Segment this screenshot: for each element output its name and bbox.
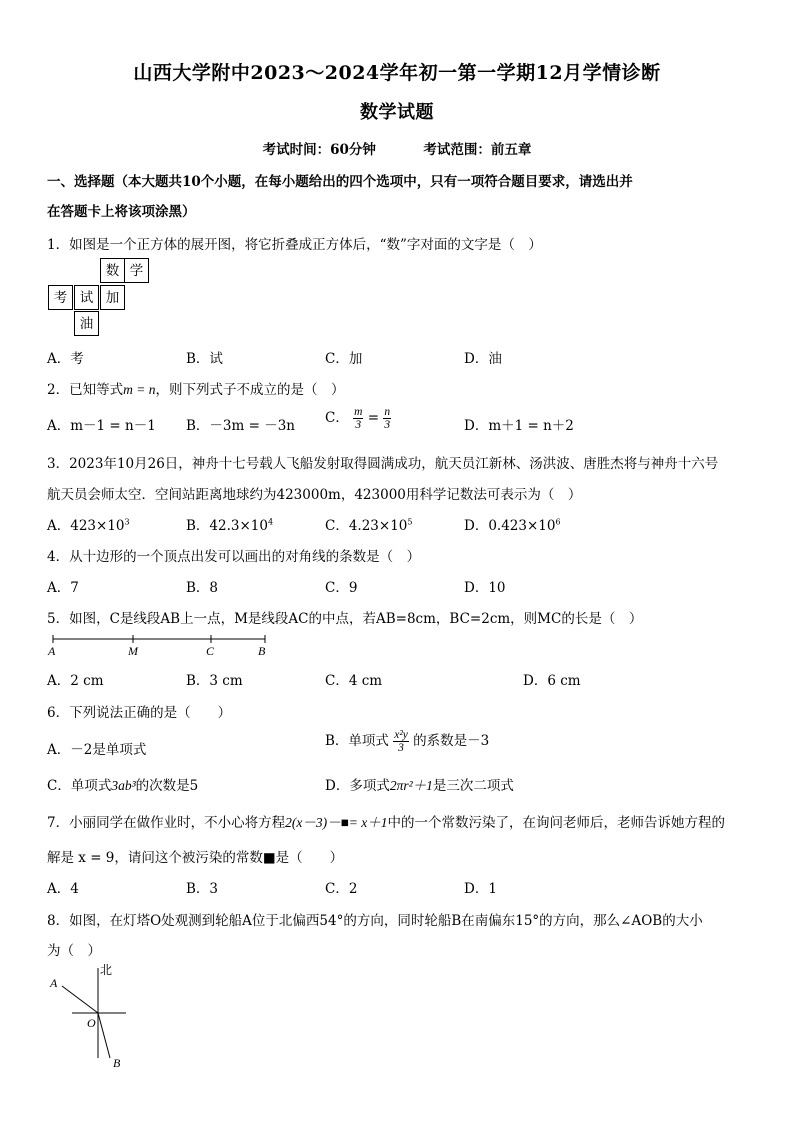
- ray-ob: [98, 1013, 110, 1058]
- net-cell: 试: [74, 285, 99, 310]
- point-label-m: M: [128, 644, 138, 658]
- q2-option-c: C． $\frac{m}{3}$ = $\frac{n}{3}$: [325, 406, 391, 431]
- q4-option-a: A．7: [47, 580, 79, 596]
- exam-title: 山西大学附中2023～2024学年初一第一学期12月学情诊断: [133, 62, 661, 84]
- q4-option-c: C．9: [325, 580, 358, 596]
- label-o: O: [87, 1016, 96, 1030]
- q5-stem: 5．如图，C是线段AB上一点，M是线段AC的中点，若AB=8cm，BC=2cm，则MC的长是（ ）: [47, 611, 643, 627]
- q8-stem-line1: 8．如图，在灯塔O处观测到轮船A位于北偏西54°的方向，同时轮船B在南偏东15°的方向，那么∠AOB的大小: [47, 913, 703, 929]
- ray-oa: [62, 986, 98, 1013]
- q2-option-d: D．m＋1 = n＋2: [464, 418, 574, 434]
- q5-option-b: B．3 cm: [186, 673, 243, 689]
- section-heading-line2: 在答题卡上将该项涂黑）: [47, 204, 196, 220]
- q1-option-b: B．试: [186, 351, 223, 367]
- q2-option-a: A．m－1 = n－1: [47, 418, 156, 434]
- q7-option-d: D．1: [464, 881, 497, 897]
- label-b: B: [113, 1056, 121, 1070]
- q3-option-a: A．$423\times 10^3$: [47, 517, 130, 534]
- q5-option-c: C．4 cm: [325, 673, 383, 689]
- fraction: $\frac{m}{3}$: [354, 406, 363, 431]
- q2-option-b: B．－3m = －3n: [186, 418, 295, 434]
- q3-option-d: D．$0.423\times 10^6$: [464, 517, 561, 534]
- q3-stem-line1: 3．2023年10月26日，神舟十七号载人飞船发射取得圆满成功，航天员江新林、汤洪波、唐胜杰将与神舟十六号: [47, 456, 719, 472]
- q1-option-c: C．加: [325, 351, 363, 367]
- q1-option-a: A．考: [47, 351, 84, 367]
- north-label: 北: [100, 963, 113, 977]
- exam-scope: 考试范围：前五章: [423, 142, 532, 158]
- q7-stem-line2: 解是 x = 9，请问这个被污染的常数■是（ ）: [47, 850, 344, 866]
- fraction: $\frac{n}{3}$: [384, 406, 391, 431]
- q4-option-d: D．10: [464, 580, 506, 596]
- q2-stem: 2．已知等式m = n，则下列式子不成立的是（ ）: [47, 382, 345, 398]
- q8-stem-line2: 为（ ）: [47, 943, 101, 959]
- q5-segment-figure: [44, 632, 274, 660]
- q6-option-c: C．单项式3ab³的次数是5: [47, 778, 199, 794]
- net-cell: 加: [100, 285, 125, 310]
- point-label-a: A: [48, 644, 56, 658]
- q4-stem: 4．从十边形的一个顶点出发可以画出的对角线的条数是（ ）: [47, 549, 421, 565]
- q1-option-d: D．油: [464, 351, 502, 367]
- q3-option-b: B．$42.3\times 10^4$: [186, 517, 274, 534]
- q6-stem: 6．下列说法正确的是（ ）: [47, 705, 232, 721]
- q6-option-a: A．－2是单项式: [47, 742, 147, 758]
- q8-compass-figure: [44, 960, 144, 1072]
- q7-option-c: C．2: [325, 881, 358, 897]
- q7-equation: 2(x－3)－■= x＋1: [285, 815, 388, 830]
- exam-info: [0, 138, 794, 158]
- q3-stem-line2: 航天员会师太空．空间站距离地球约为423000m，423000用科学记数法可表示为（ ）: [47, 487, 582, 503]
- q2-equation: m = n: [123, 382, 156, 397]
- exam-time: 考试时间：60分钟: [262, 142, 376, 158]
- q7-stem-line1: 7．小丽同学在做作业时，不小心将方程2(x－3)－■= x＋1中的一个常数污染了，在询问老师后，老师告诉她方程的: [47, 815, 725, 831]
- point-label-c: C: [206, 644, 215, 658]
- fraction: $\frac{\text{x²y}}{3}$: [394, 729, 408, 754]
- net-cell: 数: [100, 258, 125, 283]
- q7-option-b: B．3: [186, 881, 219, 897]
- net-cell: 油: [74, 311, 99, 336]
- net-cell: 考: [48, 285, 73, 310]
- section-heading-line1: 一、选择题（本大题共10个小题，在每小题给出的四个选项中，只有一项符合题目要求，请选出并: [47, 174, 633, 190]
- q6-option-d: D．多项式2πr²＋1是三次二项式: [325, 778, 514, 794]
- point-label-b: B: [258, 644, 266, 658]
- q6-option-b: B．单项式 $\frac{\text{x²y}}{3}$ 的系数是－3: [325, 729, 490, 754]
- q3-option-c: C．$4.23\times 10^5$: [325, 517, 413, 534]
- q5-option-a: A．2 cm: [47, 673, 104, 689]
- q5-option-d: D．6 cm: [523, 673, 581, 689]
- net-cell: 学: [124, 258, 149, 283]
- q4-option-b: B．8: [186, 580, 219, 596]
- q7-option-a: A．4: [47, 881, 79, 897]
- q1-stem: 1．如图是一个正方体的展开图，将它折叠成正方体后，“数”字对面的文字是（ ）: [47, 237, 542, 253]
- label-a: A: [50, 976, 58, 990]
- subject-title: 数学试题: [360, 102, 434, 123]
